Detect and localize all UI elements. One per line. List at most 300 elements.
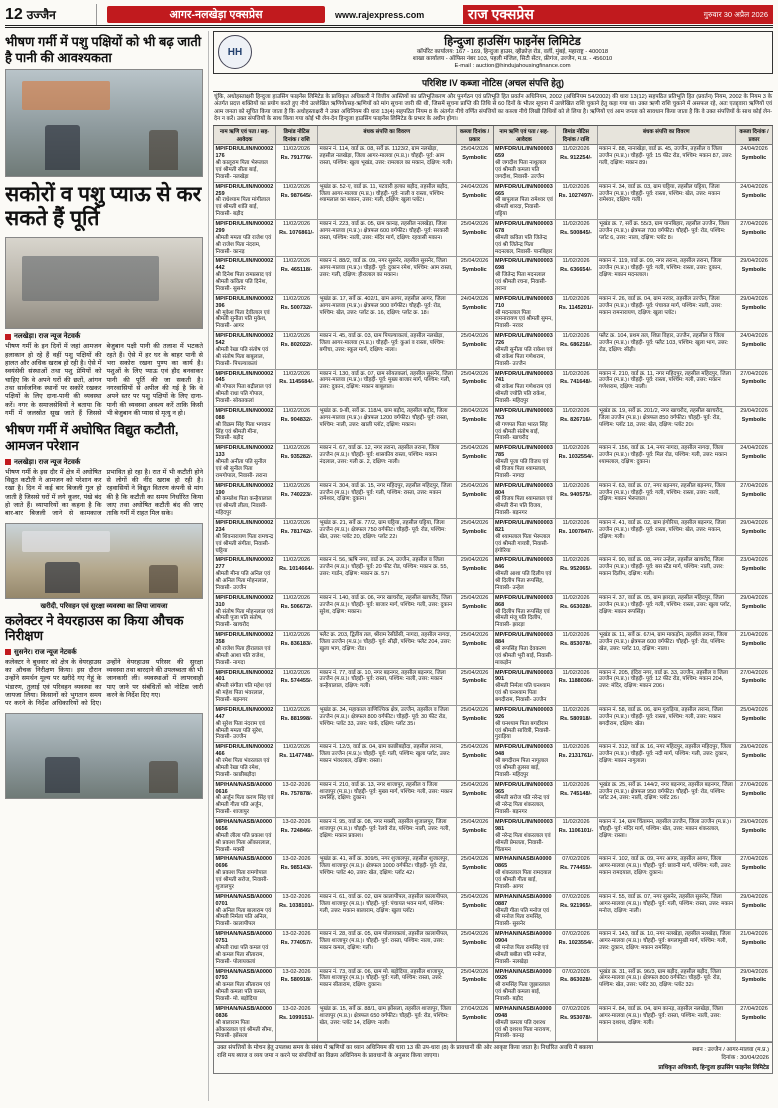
- col-borrower: नाम ऋणि एवं पता / सह-आवेदक: [494, 126, 556, 144]
- demand-date: 11/02/2026: [562, 445, 590, 452]
- table-row: [494, 706, 773, 743]
- borrower-name: श्री राधेश्याम पिता मांगीलाल एवं श्रीमती शांति बाई, निवासी- बड़ौद: [215, 197, 270, 218]
- possession-type: Symbolic: [741, 491, 767, 498]
- property-description: मकान नं. 114, वार्ड क्र. 08, सर्वे क्र. 1123/2, ग्राम नलखेड़ा, तहसील नलखेड़ा, जिला आगर-मालवा (म.प्र.)। चौहद्दी- पूर्व: आम रास्ता, पश्चिम: खुला भूखंड, उत्तर: रामलाल का मकान, दक्षिण: गली।: [318, 145, 457, 181]
- possession-date: 27/04/2026: [740, 781, 768, 788]
- possession-type: Symbolic: [741, 155, 767, 162]
- company-name: हिन्दुजा हाउसिंग फाइनेंस लिमिटेड: [444, 36, 581, 48]
- demand-date: 11/02/2026: [562, 333, 590, 340]
- demand-amount: Rs. 791776/-: [280, 155, 313, 162]
- property-description: मकान नं. 14, ग्राम चिंतामन, तहसील उज्जैन, जिला उज्जैन (म.प्र.)। चौहद्दी- पूर्व: मंदिर मार्ग, पश्चिम: खेत, उत्तर: मकान शंकरलाल, दक्षिण: रास्ता।: [598, 818, 737, 854]
- demand-date: 11/02/2026: [282, 370, 311, 377]
- possession-date: 24/04/2026: [740, 146, 768, 153]
- loan-account-number: MP/HAN/NASB/A00000836: [215, 1005, 273, 1019]
- possession-type: Symbolic: [741, 940, 767, 947]
- borrower-name: श्री शंकरलाल पिता रामदयाल एवं श्रीमती गीता बाई, निवासी- आगर: [495, 870, 552, 890]
- cell-demand: [556, 145, 598, 181]
- possession-date: 24/04/2026: [740, 183, 768, 190]
- demand-amount: Rs. 1032554/-: [558, 454, 594, 461]
- loan-account-number: MP/FDR/UL/IN/N00003785: [495, 445, 553, 459]
- demand-amount: Rs. 580918/-: [560, 715, 592, 722]
- demand-amount: Rs. 953078/-: [560, 1014, 592, 1021]
- cell-possession: [457, 370, 493, 406]
- possession-date: 25/04/2026: [740, 706, 768, 713]
- possession-date: 25/04/2026: [460, 370, 489, 377]
- cell-demand: [276, 781, 318, 817]
- property-description: मकान नं. 130, वार्ड क्र. 07, ग्राम सोयतकलां, तहसील सुसनेर, जिला आगर-मालवा (म.प्र.)। चौहद्दी- पूर्व: मुख्य बाजार मार्ग, पश्चिम: गली, उत्तर: दुकान, दक्षिण: मकान बाबूलाल।: [318, 370, 457, 406]
- demand-amount: Rs. 465118/-: [280, 267, 313, 274]
- possession-date: 25/04/2026: [460, 221, 489, 228]
- possession-date: 25/04/2026: [460, 968, 489, 975]
- cell-demand: [556, 220, 598, 256]
- cell-demand: [556, 594, 598, 630]
- borrower-name: श्रीमती अनीता पति सुनील एवं श्री सुनील पिता रामगोपाल, निवासी- तराना: [215, 459, 268, 479]
- demand-date: 11/02/2026: [282, 669, 311, 676]
- borrower-name: श्री रामसिंह पिता जुझारलाल एवं श्रीमती कमला बाई, निवासी- बड़ौद: [495, 982, 550, 1003]
- cell-possession: [457, 482, 493, 518]
- cell-borrower: [494, 818, 556, 854]
- news-column: [5, 31, 203, 1101]
- demand-amount: Rs. 987645/-: [280, 192, 313, 199]
- cell-borrower: [214, 556, 276, 592]
- cell-demand: [276, 183, 318, 219]
- demand-date: 11/02/2026: [282, 744, 311, 751]
- cell-demand: [556, 1005, 598, 1041]
- masthead-page-city: [5, 4, 97, 25]
- cell-demand: [556, 482, 598, 518]
- demand-date: 11/02/2026: [562, 669, 590, 676]
- possession-type: Symbolic: [462, 192, 487, 199]
- photo-gate-shape: [22, 256, 159, 301]
- loan-account-number: MP/FDR/UL/IN/N00003846: [495, 557, 553, 571]
- property-description: मकान नं. 77, वार्ड क्र. 10, नगर बड़नगर, तहसील बड़नगर, जिला उज्जैन (म.प्र.)। चौहद्दी- पूर्व: रास्ता, पश्चिम: नाली, उत्तर: मकान कन्हैयालाल, दक्षिण: गली।: [318, 669, 457, 705]
- possession-type: Symbolic: [741, 902, 767, 909]
- cell-demand: [556, 706, 598, 742]
- photo-person-shape-2: [149, 565, 178, 593]
- photo-inspection: [5, 523, 203, 599]
- cell-possession: [736, 893, 772, 929]
- cell-borrower: [494, 407, 556, 443]
- demand-date: 07/02/2026: [562, 1005, 590, 1012]
- cell-borrower: [214, 594, 276, 630]
- loan-account-number: MP/HAN/NASB/A00000865: [495, 856, 552, 870]
- cell-borrower: [214, 519, 276, 555]
- page-number: 12: [5, 5, 23, 23]
- cell-borrower: [214, 295, 276, 331]
- cell-demand: [556, 818, 598, 854]
- possession-type: Symbolic: [462, 603, 487, 610]
- cell-demand: [276, 706, 318, 742]
- byline-article-2: [5, 458, 203, 467]
- property-description: मकान नं. 63, वार्ड क्र. 07, नगर बड़नगर, तहसील बड़नगर, जिला उज्जैन (म.प्र.)। चौहद्दी- पूर्व: गली, पश्चिम: रास्ता, उत्तर: नाली, दक्षिण: मकान भेरूलाल।: [598, 482, 737, 518]
- loan-account-number: MP/FDR/UL/IN/N00003926: [495, 706, 553, 720]
- possession-type: Symbolic: [462, 416, 487, 423]
- demand-amount: Rs. 1145684/-: [279, 379, 314, 386]
- cell-possession: [457, 220, 493, 256]
- cell-borrower: [494, 556, 556, 592]
- loan-account-number: MP/FDR/UL/IN/N00003965: [495, 781, 553, 795]
- possession-date: 27/04/2026: [740, 1005, 768, 1012]
- loan-account-number: MP/HAN/NASB/A00000696: [215, 856, 273, 870]
- cell-borrower: [214, 706, 276, 742]
- photo-person-shape: [45, 125, 80, 170]
- cell-borrower: [494, 220, 556, 256]
- cell-possession: [736, 407, 772, 443]
- possession-date: 24/04/2026: [740, 445, 768, 452]
- possession-date: 25/04/2026: [460, 669, 489, 676]
- cell-possession: [457, 519, 493, 555]
- borrower-name: श्री कमल पिता सीताराम एवं श्रीमती कमला पति कमल, निवासी- मो. बड़ोदिया: [215, 982, 271, 1003]
- table-row: [494, 295, 773, 332]
- possession-type: Symbolic: [462, 454, 487, 461]
- cell-possession: [736, 519, 772, 555]
- property-description: मकान नं. 56, ऋषि नगर, वार्ड क्र. 24, उज्जैन, तहसील व जिला उज्जैन (म.प्र.)। चौहद्दी- पूर्व: 20 फीट रोड, पश्चिम: मकान क्र. 55, उत्तर: गार्डन, दक्षिण: मकान क्र. 57।: [318, 556, 457, 592]
- cell-borrower: [494, 145, 556, 181]
- demand-amount: Rs. 952065/-: [560, 566, 592, 573]
- loan-account-number: MP/FDR/UL/IN/N00003804: [495, 482, 553, 496]
- byline-bullet-icon: [5, 459, 11, 465]
- demand-date: 11/02/2026: [562, 407, 590, 414]
- demand-date: 11/02/2026: [282, 520, 311, 527]
- demand-amount: Rs. 686216/-: [560, 342, 592, 349]
- possession-type: Symbolic: [462, 342, 487, 349]
- demand-date: 11/02/2026: [282, 146, 311, 153]
- loan-account-number: MP/HAN/NASB/A00000948: [495, 1005, 552, 1019]
- property-description: मकान नं. 45, वार्ड क्र. 03, ग्राम पिपल्याकलां, तहसील नलखेड़ा, जिला आगर-मालवा (म.प्र.)। चौहद्दी- पूर्व: कुआं व रास्ता, पश्चिम: बगीचा, उत्तर: स्कूल मार्ग, दक्षिण: नाला।: [318, 332, 457, 368]
- property-description: मकान नं. 312, वार्ड क्र. 16, नगर महिदपुर, तहसील महिदपुर, जिला उज्जैन (म.प्र.)। चौहद्दी- पूर्व: नदी मार्ग, पश्चिम: गली, उत्तर: दुकान, दक्षिण: मकान नागूलाल।: [598, 743, 737, 779]
- demand-amount: Rs. 1188036/-: [558, 678, 594, 685]
- table-row: [214, 930, 493, 967]
- loan-account-number: MP/FDR/UL/IN/N00003665: [495, 183, 553, 197]
- table-row: [214, 706, 493, 743]
- loan-account-number: MP/FDR/UL/IN/N00003741: [495, 370, 553, 384]
- possession-date: 23/04/2026: [740, 557, 768, 564]
- article-1-headline: भीषण गर्मी में पशु पक्षियों को भी बढ़ जाती है पानी की आवश्यकता: [5, 34, 202, 65]
- possession-table-left: [213, 126, 494, 1043]
- borrower-name: श्रीमती कविता पति जितेन्द्र एवं श्री जितेन्द्र पिता मदनलाल, निवासी- पानबिहार: [495, 234, 553, 255]
- branch-office-address: शाखा कार्यालय - ऑफिस नंबर 103, पहली मंजिल, सिटी सेंटर, फ्रीगंज, उज्जैन, म.प्र. - 456010: [412, 56, 613, 63]
- demand-date: 11/02/2026: [562, 781, 590, 788]
- col-possession: कब्जा दिनांक / प्रकार: [459, 129, 490, 144]
- borrower-name: श्री बगदीराम पिता नागूलाल एवं श्रीमती तुलसा बाई, निवासी- महिदपुर: [495, 758, 549, 778]
- possession-date: 25/04/2026: [460, 893, 489, 900]
- property-description: भूखंड क्र. 25, सर्वे क्र. 144/2, नगर बड़नगर, तहसील बड़नगर, जिला उज्जैन (म.प्र.)। क्षेत्रफल 950 वर्गफीट। चौहद्दी- पूर्व: रोड, पश्चिम: प्लॉट 24, उत्तर: नाली, दक्षिण: प्लॉट 26।: [598, 781, 737, 817]
- website-url: www.rajexpress.com: [335, 9, 425, 20]
- demand-amount: Rs. 1038101/-: [279, 902, 314, 909]
- photo-person-shape: [45, 757, 80, 792]
- borrower-name: श्रीमती संगीता पति महेश एवं श्री महेश पिता भंवरलाल, निवासी- बड़नगर: [215, 683, 272, 704]
- property-description: भूखंड क्र. 41, सर्वे क्र. 309/5, नगर शुजालपुर, तहसील शुजालपुर, जिला शाजापुर (म.प्र.)। क्षेत्रफल 1000 वर्गफीट। चौहद्दी- पूर्व: रोड, पश्चिम: प्लॉट 40, उत्तर: खेत, दक्षिण: प्लॉट 42।: [318, 855, 457, 891]
- demand-date: 13-02-2026: [282, 819, 311, 826]
- cell-demand: [276, 295, 318, 331]
- table-row: [214, 444, 493, 481]
- table-row: [214, 781, 493, 818]
- byline-article-1: [5, 332, 203, 341]
- possession-type: Symbolic: [462, 229, 487, 236]
- loan-account-number: MP/HAN/NASB/A00000616: [215, 781, 273, 795]
- cell-possession: [457, 556, 493, 592]
- loan-account-number: MP/FDR/UL/IN/N00002396: [215, 295, 274, 309]
- borrower-name: श्री अनिल पिता बालाराम एवं श्रीमती निर्मला पति अनिल, निवासी- कालापीपल: [215, 907, 272, 928]
- photo-person-shape-2: [149, 130, 178, 170]
- cell-demand: [276, 220, 318, 256]
- table-row: [494, 855, 773, 892]
- cell-borrower: [214, 145, 276, 181]
- borrower-name: श्री विजय पिता श्यामलाल एवं श्रीमती रीना पति विजय, निवासी- बड़नगर: [495, 496, 553, 517]
- loan-account-number: MP/FDR/UL/IN/N00002277: [215, 557, 274, 571]
- possession-type: Symbolic: [741, 416, 767, 423]
- byline-article-3: [5, 648, 203, 657]
- cell-borrower: [494, 930, 556, 966]
- byline-text: सुसनेर। राज न्यूज नेटवर्क: [14, 648, 77, 656]
- cell-demand: [276, 930, 318, 966]
- demand-date: 07/02/2026: [562, 893, 590, 900]
- possession-type: Symbolic: [462, 827, 487, 834]
- cell-borrower: [214, 444, 276, 480]
- notice-place: स्थान : उज्जैन / आगर-मालवा (म.प्र.): [692, 1047, 769, 1054]
- property-description: मकान नं. 41, वार्ड क्र. 02, ग्राम इंगोरिया, तहसील बड़नगर, जिला उज्जैन (म.प्र.)। चौहद्दी- पूर्व: रास्ता, पश्चिम: खेत, उत्तर: मकान, दक्षिण: गली।: [598, 519, 737, 555]
- possession-type: Symbolic: [462, 753, 487, 760]
- cell-possession: [736, 257, 772, 293]
- table-row: [494, 669, 773, 706]
- demand-date: 11/02/2026: [282, 333, 311, 340]
- demand-amount: Rs. 1007847/-: [558, 528, 594, 535]
- borrower-name: श्री राकेश पिता गणेशराम एवं श्रीमती ज्योति पति राकेश, निवासी- महिदपुर: [495, 384, 552, 405]
- article-3-headline: कलेक्टर ने वेयरहाउस का किया औचक निरीक्षण: [5, 612, 184, 644]
- possession-date: 29/04/2026: [740, 968, 768, 975]
- borrower-name: श्रीमती ममता पति राजेश एवं श्री राजेश पिता नंदराम, निवासी- कानड़: [215, 234, 272, 255]
- demand-amount: Rs. 935282/-: [280, 454, 313, 461]
- cell-demand: [276, 1005, 318, 1041]
- property-description: मकान नं. 304, वार्ड क्र. 15, नगर महिदपुर, तहसील महिदपुर, जिला उज्जैन (म.प्र.)। चौहद्दी- पूर्व: गली, पश्चिम: रास्ता, उत्तर: मकान रामेश्वर, दक्षिण: दुकान।: [318, 482, 457, 518]
- borrower-name: श्री कालूराम पिता भेरूलाल एवं श्रीमती सीता बाई, निवासी- नलखेड़ा: [215, 160, 268, 180]
- cell-borrower: [214, 257, 276, 293]
- cell-possession: [736, 145, 772, 181]
- cell-possession: [736, 855, 772, 891]
- possession-type: Symbolic: [462, 528, 487, 535]
- cell-possession: [736, 444, 772, 480]
- loan-account-number: MP/FDR/UL/IN/N00002466: [215, 744, 274, 758]
- photo-water-distribution: [5, 69, 203, 177]
- property-description: मकान नं. 143, वार्ड क्र. 10, नगर नलखेड़ा, तहसील नलखेड़ा, जिला आगर-मालवा (म.प्र.)। चौहद्दी- पूर्व: बगलामुखी मार्ग, पश्चिम: गली, उत्तर: दुकान, दक्षिण: मकान रामसिंह।: [598, 930, 737, 966]
- possession-date: 29/04/2026: [740, 819, 768, 826]
- loan-account-number: MP/FDR/UL/IN/N00002234: [215, 520, 274, 533]
- demand-date: 13-02-2026: [282, 781, 311, 788]
- loan-account-number: MP/FDR/UL/IN/N00003678: [495, 221, 553, 234]
- property-description: भूखंड क्र. 21, सर्वे क्र. 77/2, ग्राम घट्टिया, तहसील घट्टिया, जिला उज्जैन (म.प्र.)। क्षेत्रफल 750 वर्गफीट। चौहद्दी- पूर्व: रोड, पश्चिम: खेत, उत्तर: प्लॉट 20, दक्षिण: प्लॉट 22।: [318, 519, 457, 555]
- loan-account-number: MP/FDR/UL/IN/N00003868: [495, 594, 553, 608]
- possession-table-right: [494, 126, 774, 1043]
- article-1-big-headline: सकोरों व पशु प्याऊ से कर सकते हैं पूर्ति: [5, 183, 202, 231]
- property-description: मकान नं. 73, वार्ड क्र. 06, ग्राम मो. बड़ोदिया, तहसील शाजापुर, जिला शाजापुर (म.प्र.)। चौहद्दी- पूर्व: गली, पश्चिम: रास्ता, उत्तर: मकान सीताराम, दक्षिण: दुकान।: [318, 968, 457, 1004]
- cell-possession: [457, 295, 493, 331]
- property-description: भूखंड क्र. 19, सर्वे क्र. 201/2, नगर खाचरौद, तहसील खाचरौद, जिला उज्जैन (म.प्र.)। क्षेत्रफल 850 वर्गफीट। चौहद्दी- पूर्व: रोड, पश्चिम: प्लॉट 18, उत्तर: खेत, दक्षिण: प्लॉट 20।: [598, 407, 737, 443]
- table-row: [494, 1005, 773, 1042]
- borrower-name: श्रीमती कमला पति दशरथ एवं श्री दशरथ पिता नारायण, निवासी- कानड़: [495, 1019, 551, 1040]
- demand-amount: Rs. 836183/-: [280, 641, 313, 648]
- property-description: मकान नं. 205, इंदिरा नगर, वार्ड क्र. 33, उज्जैन, तहसील व जिला उज्जैन (म.प्र.)। चौहद्दी- पूर्व: 12 फीट रोड, पश्चिम: मकान 204, उत्तर: मंदिर, दक्षिण: मकान 206।: [598, 669, 737, 705]
- demand-amount: Rs. 500845/-: [560, 229, 592, 236]
- possession-date: 25/04/2026: [460, 632, 489, 639]
- cell-borrower: [494, 893, 556, 929]
- cell-possession: [736, 781, 772, 817]
- cell-demand: [276, 332, 318, 368]
- article-3-body: कलेक्टर ने बुधवार को क्षेत्र के वेयरहाउस का औचक निरीक्षण किया। इस दौरान उन्होंने समर्थन मूल्य पर खरीदे गए गेहूं के भंडारण, तुलाई एवं परिवहन व्यवस्था का जायजा लिया। किसानों को भुगतान समय पर करने के निर्देश अधिकारियों को दिए। उन्होंने वेयरहाउस परिसर की सुरक्षा व्यवस्था तथा बारदाने की उपलब्धता की भी जानकारी ली। व्यवस्थाओं में लापरवाही पाए जाने पर संबंधितों को नोटिस जारी करने के निर्देश दिए गए।: [5, 658, 203, 708]
- possession-date: 27/04/2026: [740, 856, 768, 863]
- demand-date: 11/02/2026: [282, 295, 311, 302]
- loan-account-number: MP/FDR/UL/IN/N00002133: [215, 445, 274, 459]
- company-email: E-mail : auction@hindujahousingfinance.com: [454, 63, 571, 70]
- cell-demand: [276, 968, 318, 1004]
- demand-amount: Rs. 1023554/-: [558, 940, 594, 947]
- property-description: भूखंड क्र. 52-ए, वार्ड क्र. 11, पटवारी हल्का बड़ौद, तहसील बड़ौद, जिला आगर-मालवा (म.प्र.)। चौहद्दी- पूर्व: नाली व रास्ता, पश्चिम: श्यामलाल का मकान, उत्तर: गली, दक्षिण: खुला प्लॉट।: [318, 183, 457, 219]
- demand-amount: Rs. 741648/-: [560, 379, 592, 386]
- cell-demand: [276, 257, 318, 293]
- demand-amount: Rs. 781742/-: [280, 528, 313, 535]
- demand-date: 13-02-2026: [282, 893, 311, 900]
- cell-possession: [457, 594, 493, 630]
- loan-account-number: MP/FDR/UL/IN/N00002310: [215, 594, 274, 608]
- cell-borrower: [494, 781, 556, 817]
- loan-account-number: MP/FDR/UL/IN/N00002176: [215, 146, 274, 160]
- demand-date: 11/02/2026: [282, 482, 311, 489]
- col-possession: कब्जा दिनांक / प्रकार: [739, 129, 769, 144]
- cell-possession: [736, 968, 772, 1004]
- demand-amount: Rs. 826716/-: [560, 416, 592, 423]
- borrower-name: श्रीमती गीता पति मनोज एवं श्री मनोज पिता रामसिंह, निवासी- सुसनेर: [495, 907, 549, 928]
- possession-type: Symbolic: [462, 641, 487, 648]
- table-row: [214, 257, 493, 294]
- possession-date: 29/04/2026: [740, 295, 768, 302]
- property-description: मकान नं. 223, वार्ड क्र. 05, ग्राम कानड़, तहसील नलखेड़ा, जिला आगर-मालवा (म.प्र.)। क्षेत्रफल 600 वर्गफीट। चौहद्दी- पूर्व: सरकारी रास्ता, पश्चिम: नाली, उत्तर: मंदिर मार्ग, दक्षिण: रहवासी मकान।: [318, 220, 457, 256]
- property-description: मकान नं. 26, वार्ड क्र. 04, ग्राम नरवर, तहसील उज्जैन, जिला उज्जैन (म.प्र.)। चौहद्दी- पूर्व: पंचायत मार्ग, पश्चिम: नाली, उत्तर: मकान रामनारायण, दक्षिण: खुला प्लॉट।: [598, 295, 737, 331]
- possession-date: 24/04/2026: [460, 295, 489, 302]
- cell-demand: [556, 332, 598, 368]
- borrower-name: श्रीमती पूजा पति विजय एवं श्री विजय पिता श्यामलाल, निवासी- नागदा: [495, 459, 549, 479]
- notice-header: [213, 31, 773, 74]
- possession-type: Symbolic: [462, 940, 487, 947]
- loan-account-number: MP/FDR/UL/IN/N00003726: [495, 333, 553, 347]
- cell-possession: [736, 556, 772, 592]
- notice-footer-note: उक्त संपत्तियों के मोचन हेतु उपलब्ध समय के संबंध में ऋणियों का ध्यान अधिनियम की धारा 13 की उप-धारा (8) के प्रावधानों की ओर आकृष्ट किया जाता है। निर्धारित अवधि में बकाया राशि मय ब्याज व व्यय जमा न करने पर संपत्तियों का विक्रय अधिनियम के प्रावधानों के अनुसार किया जाएगा।: [217, 1045, 593, 1059]
- table-row: [494, 407, 773, 444]
- demand-date: 11/02/2026: [562, 594, 590, 601]
- cell-borrower: [214, 968, 276, 1004]
- cell-possession: [457, 444, 493, 480]
- cell-possession: [736, 706, 772, 742]
- cell-borrower: [214, 818, 276, 854]
- possession-type: Symbolic: [462, 379, 487, 386]
- cell-possession: [457, 893, 493, 929]
- cell-borrower: [214, 370, 276, 406]
- property-description: मकान नं. 102, वार्ड क्र. 09, नगर आगर, तहसील आगर, जिला आगर-मालवा (म.प्र.)। चौहद्दी- पूर्व: छावनी मार्ग, पश्चिम: गली, उत्तर: मकान रामदयाल, दक्षिण: दुकान।: [598, 855, 737, 891]
- cell-borrower: [214, 482, 276, 518]
- table-body-left: [214, 145, 493, 1042]
- table-row: [494, 444, 773, 481]
- borrower-name: श्री शिवनारायण पिता रामचन्द्र एवं श्रीमती संगीता, निवासी- घट्टिया: [215, 533, 274, 554]
- property-description: मकान नं. 28, वार्ड क्र. 05, ग्राम पोलायकलां, तहसील कालापीपल, जिला शाजापुर (म.प्र.)। चौहद्दी- पूर्व: रास्ता, पश्चिम: नाला, उत्तर: मकान कमल, दक्षिण: गली।: [318, 930, 457, 966]
- photo-caption: खरीदी, परिवहन एवं सुरक्षा व्यवस्था का लिया जायजा: [40, 602, 168, 610]
- table-row: [214, 295, 493, 332]
- notice-header-text: [257, 34, 768, 71]
- demand-amount: Rs. 774057/-: [280, 940, 313, 947]
- photo-gate-fence: [5, 237, 203, 329]
- possession-type: Symbolic: [741, 790, 767, 797]
- possession-type: Symbolic: [741, 229, 767, 236]
- cell-borrower: [214, 855, 276, 891]
- demand-date: 11/02/2026: [562, 557, 590, 564]
- cell-borrower: [214, 930, 276, 966]
- possession-date: 25/04/2026: [460, 744, 489, 751]
- table-row: [494, 893, 773, 930]
- possession-type: Symbolic: [741, 267, 767, 274]
- cell-demand: [556, 257, 598, 293]
- cell-demand: [556, 893, 598, 929]
- borrower-name: श्री बापूलाल पिता रामेश्वर एवं श्रीमती शारदा, निवासी- घट्टिया: [495, 197, 553, 218]
- cell-borrower: [494, 295, 556, 331]
- city-name: उज्जैन: [26, 8, 56, 22]
- cell-possession: [457, 669, 493, 705]
- demand-amount: Rs. 853078/-: [560, 641, 592, 648]
- loan-account-number: MP/FDR/UL/IN/N00002358: [215, 632, 274, 646]
- cell-borrower: [494, 1005, 556, 1041]
- loan-account-number: MP/HAN/NASB/A00000904: [495, 931, 552, 945]
- demand-date: 11/02/2026: [282, 221, 311, 228]
- demand-date: 07/02/2026: [562, 968, 590, 975]
- demand-amount: Rs. 1145201/-: [558, 304, 594, 311]
- table-body-right: [494, 145, 773, 1042]
- borrower-name: श्रीमती मीना पति अनिल एवं श्री अनिल पिता मोहनलाल, निवासी- उज्जैन: [215, 571, 271, 591]
- cell-possession: [457, 183, 493, 219]
- borrower-name: श्री श्यामलाल पिता भेरूलाल एवं श्रीमती गायत्री, निवासी- इंगोरिया: [495, 533, 551, 554]
- possession-date: 25/04/2026: [460, 445, 489, 452]
- table-row: [214, 220, 493, 257]
- possession-date: 25/04/2026: [460, 333, 489, 340]
- cell-borrower: [214, 631, 276, 667]
- demand-amount: Rs. 663028/-: [560, 603, 592, 610]
- property-description: मकान नं. 95, वार्ड क्र. 08, नगर मक्सी, तहसील शुजालपुर, जिला शाजापुर (म.प्र.)। चौहद्दी- पूर्व: रेलवे रोड, पश्चिम: नाली, उत्तर: गली, दक्षिण: मकान प्रकाश।: [318, 818, 457, 854]
- demand-amount: Rs. 1027497/-: [558, 192, 594, 199]
- cell-possession: [457, 818, 493, 854]
- cell-possession: [736, 631, 772, 667]
- property-description: मकान नं. 210, वार्ड क्र. 13, नगर शाजापुर, तहसील व जिला शाजापुर (म.प्र.)। चौहद्दी- पूर्व: मुख्य मार्ग, पश्चिम: गली, उत्तर: मकान रामसिंह, दक्षिण: दुकान।: [318, 781, 457, 817]
- notice-date: दिनांक : 30/04/2026: [721, 1055, 769, 1062]
- loan-account-number: MP/FDR/UL/IN/N00003763: [495, 407, 553, 421]
- demand-amount: Rs. 1099151/-: [279, 1014, 314, 1021]
- possession-date: 25/04/2026: [460, 482, 489, 489]
- cell-demand: [556, 519, 598, 555]
- borrower-name: श्री प्रकाश पिता रामगोपाल एवं श्रीमती सरोज, निवासी- शुजालपुर: [215, 870, 269, 890]
- cell-borrower: [214, 743, 276, 779]
- cell-possession: [736, 295, 772, 331]
- borrower-name: श्री दिनेश पिता रामप्रसाद एवं श्रीमती कविता पति दिनेश, निवासी- सुसनेर: [215, 272, 272, 292]
- cell-borrower: [214, 183, 276, 219]
- property-description: मकान नं. 84, वार्ड क्र. 04, ग्राम कानड़, तहसील नलखेड़ा, जिला आगर-मालवा (म.प्र.)। चौहद्दी- पूर्व: रास्ता, पश्चिम: नाली, उत्तर: मकान दशरथ, दक्षिण: गली।: [598, 1005, 737, 1041]
- demand-amount: Rs. 580918/-: [280, 977, 313, 984]
- cell-demand: [556, 781, 598, 817]
- demand-amount: Rs. 863028/-: [560, 977, 592, 984]
- demand-amount: Rs. 904832/-: [280, 416, 313, 423]
- property-description: भूखंड क्र. 17, सर्वे क्र. 402/1, ग्राम आगर, तहसील आगर, जिला आगर-मालवा (म.प्र.)। क्षेत्रफल 900 वर्गफीट। चौहद्दी- पूर्व: रोड, पश्चिम: खेत, उत्तर: प्लॉट क्र. 16, दक्षिण: प्लॉट क्र. 18।: [318, 295, 457, 331]
- borrower-name: श्री संतोष पिता मोहनलाल एवं श्रीमती पूजा पति संतोष, निवासी- खाचरौद: [215, 608, 274, 629]
- demand-date: 13-02-2026: [282, 931, 311, 938]
- possession-type: Symbolic: [462, 1014, 487, 1021]
- table-row: [494, 743, 773, 780]
- possession-date: 27/04/2026: [740, 221, 768, 228]
- byline-text: नलखेड़ा। राज न्यूज नेटवर्क: [14, 458, 81, 466]
- demand-amount: Rs. 1076861/-: [279, 229, 314, 236]
- loan-account-number: MP/FDR/UL/IN/N00002259: [215, 183, 274, 197]
